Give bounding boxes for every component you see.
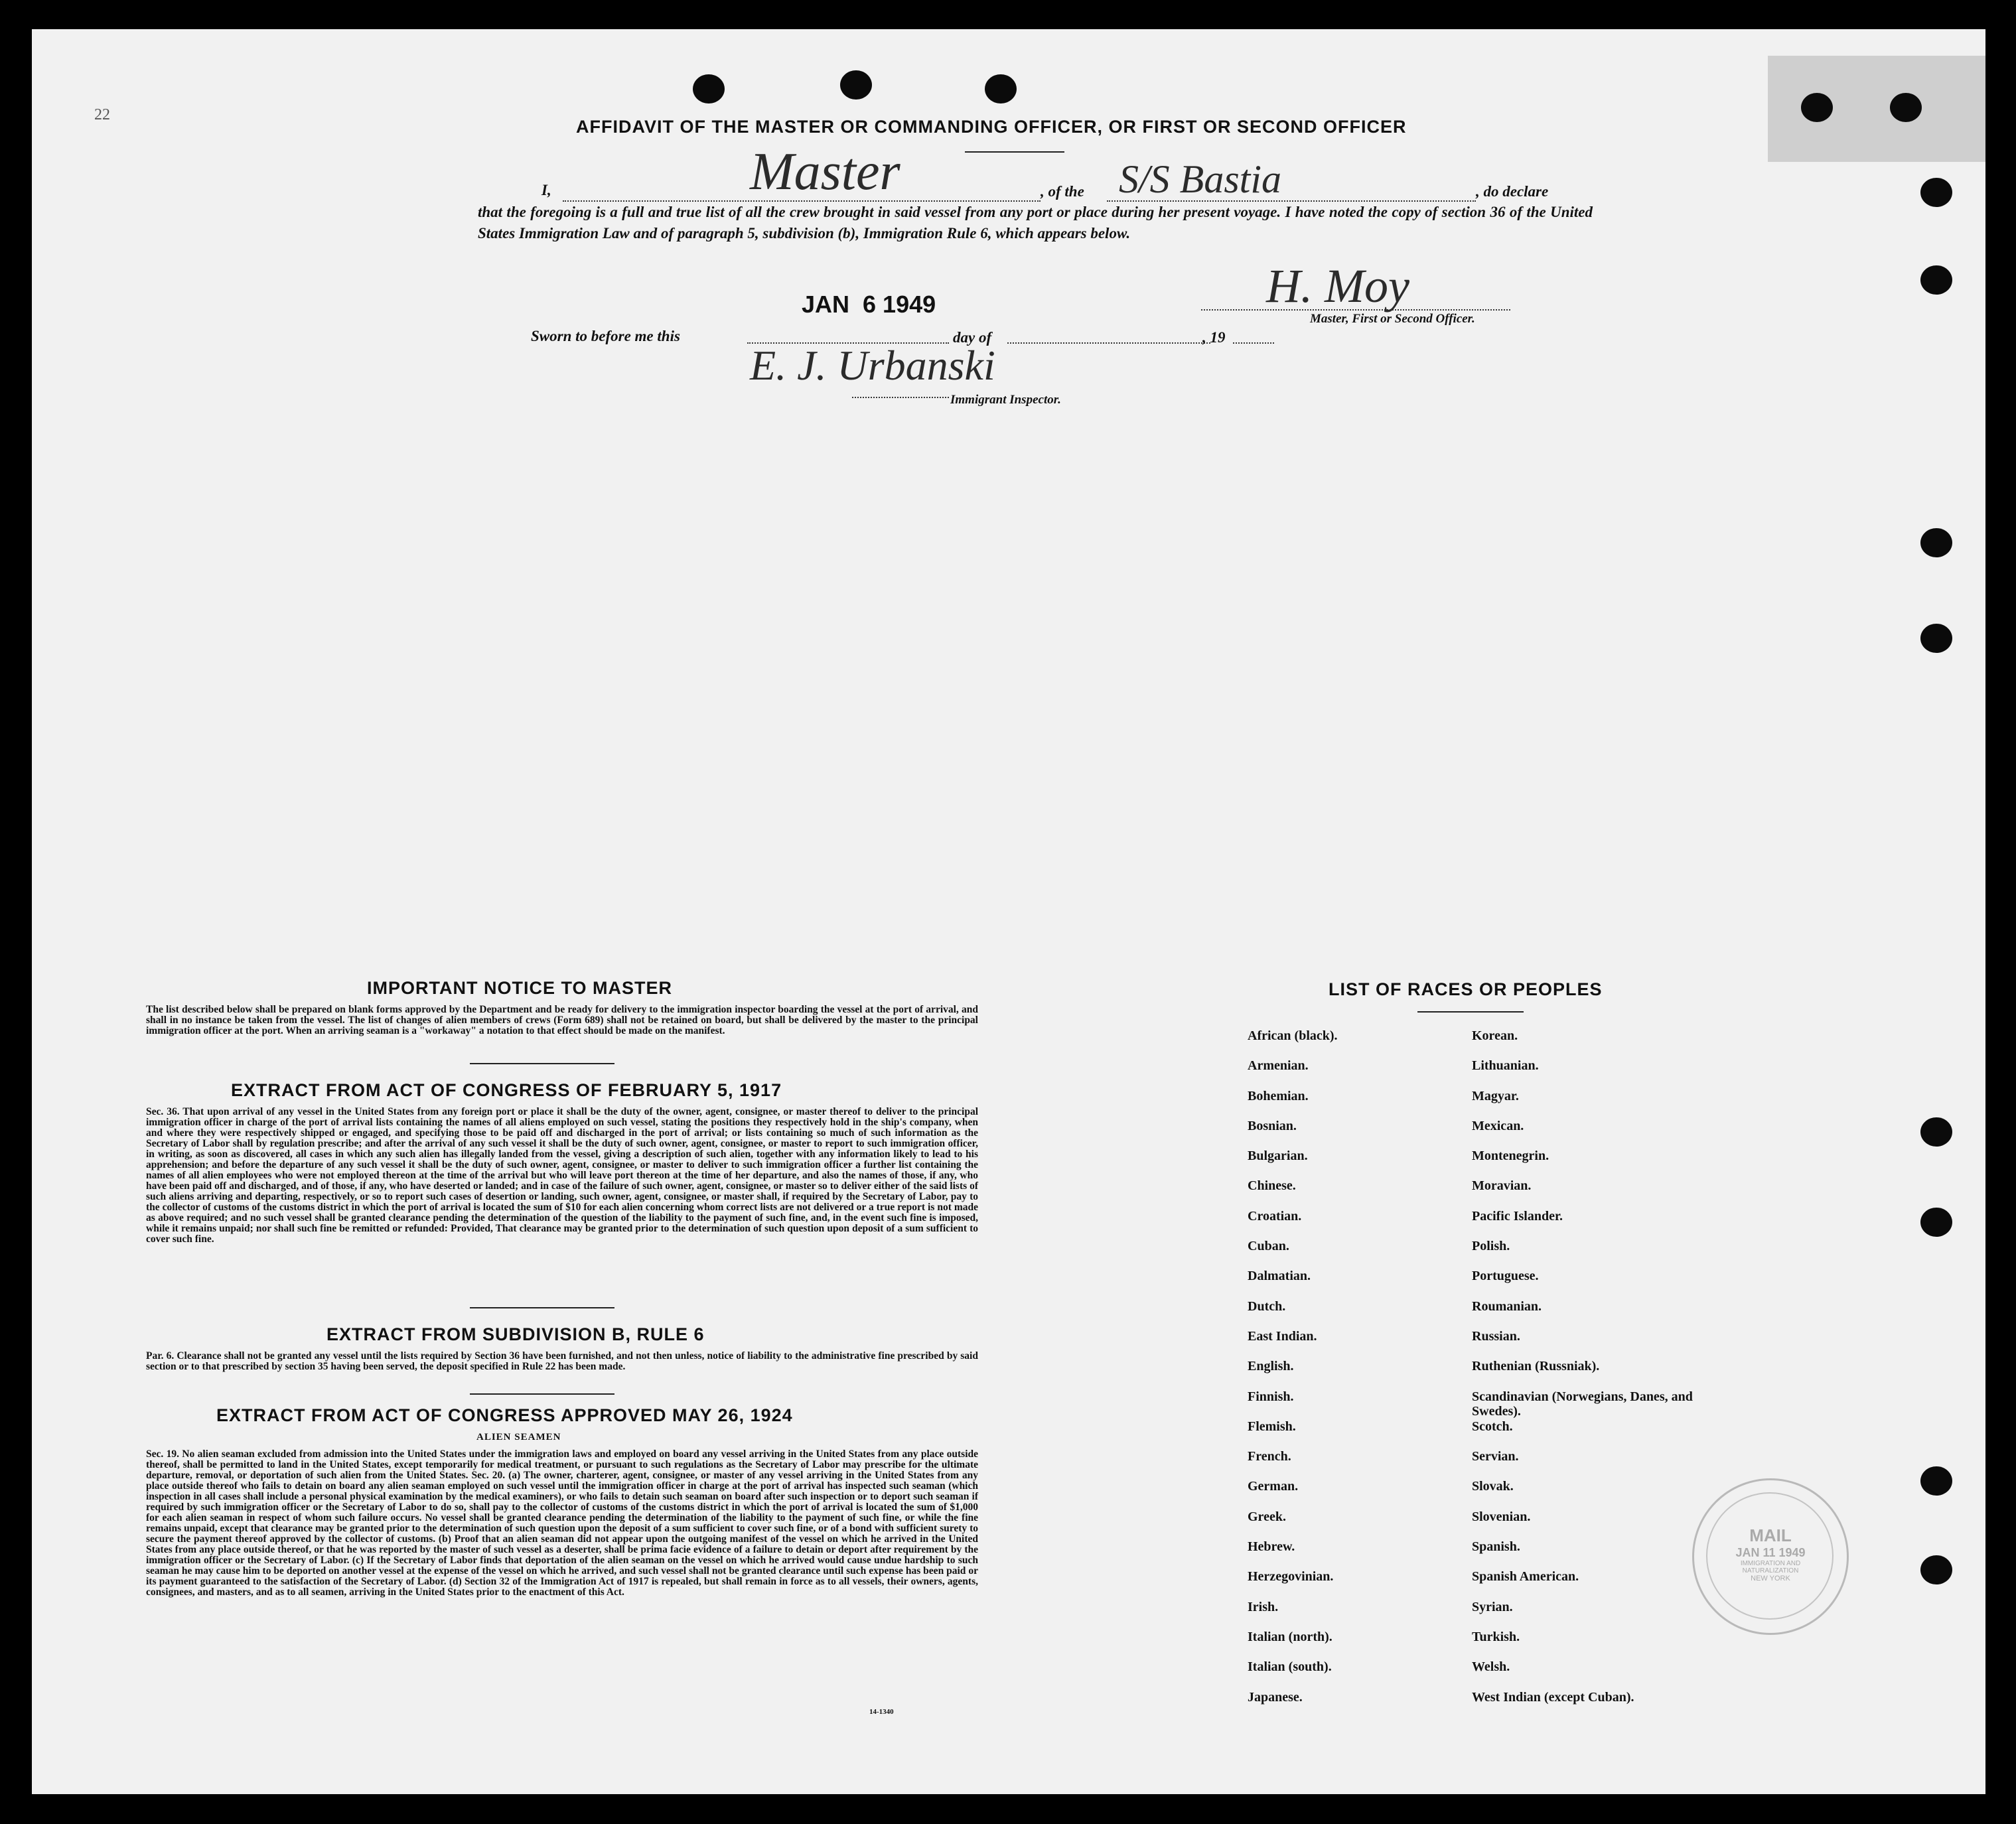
race-item: German. bbox=[1248, 1479, 1299, 1494]
race-item: Turkish. bbox=[1472, 1629, 1520, 1644]
section-rule bbox=[470, 1393, 614, 1395]
race-item: Mexican. bbox=[1472, 1118, 1524, 1133]
race-item: Pacific Islander. bbox=[1472, 1208, 1563, 1224]
year-prefix: , 19 bbox=[1202, 329, 1226, 346]
races-rule bbox=[1417, 1011, 1524, 1013]
race-item: African (black). bbox=[1248, 1028, 1338, 1043]
race-item: Servian. bbox=[1472, 1449, 1519, 1464]
punch-hole bbox=[1920, 1208, 1952, 1237]
month-line bbox=[1007, 333, 1210, 344]
punch-hole bbox=[1801, 93, 1833, 122]
inspector-signature: E. J. Urbanski bbox=[750, 342, 995, 389]
races-title: LIST OF RACES OR PEOPLES bbox=[1329, 979, 1603, 999]
punch-hole bbox=[1920, 528, 1952, 557]
race-item: Roumanian. bbox=[1472, 1298, 1542, 1314]
extract-1917-text: Sec. 36. That upon arrival of any vessel in the United States from any foreign port or place it shall be the duty of the owner, agent, consignee, or master thereof to deliver to the principal immigration officer in charge of the port of arrival lists containing the names of all aliens employed on such vessel, stating the positions they respectively hold in the ship's company, when and where they were respectively shipped or engaged, and specifying those to be paid off and discharged in the port of arrival; or lists containing so much of such information as the Secretary of Labor shall by regulation prescribe; and after the arrival of any such vessel it shall be the duty of such owner, agent, consignee, or master to report to such immigration officer, in writing, as soon as discovered, all cases in which any such alien has illegally landed from the vessel, giving a description of such alien, together with any information likely to lead to his apprehension; and before the departure of any such vessel it shall be the duty of such owner, agent, consignee, or master to deliver to such immigration officer a further list containing the names of all alien employees who were not employed thereon at the time of the arrival but who will leave port thereon at the time of her departure, and also the names of those, if any, who have been paid off and discharged, and of those, if any, who have deserted or landed; and in case of the failure of such owner, agent, consignee, or master so to deliver either of the said lists of such aliens arriving and departing, respectively, or so to report such cases of desertion or landing, such owner, agent, consignee, or master shall, if required by the Secretary of Labor, pay to the collector of customs of the customs district in which the port of arrival is located the sum of $10 for each alien concerning whom correct lists are not delivered or a true report is not made as above required; and no such vessel shall be granted clearance pending the determination of the question of the liability to the payment of such fine, and, in the event such fine is imposed, while it remains unpaid; nor shall such fine be remitted or refunded: Provided, That clearance may be granted prior to the determination of such question upon deposit of a sum sufficient to cover such fine. bbox=[146, 1106, 978, 1245]
section-rule bbox=[470, 1063, 614, 1064]
officer-caption: Master, First or Second Officer. bbox=[1310, 312, 1475, 326]
stamp-city: NEW YORK bbox=[1751, 1575, 1790, 1582]
intro-i: I, bbox=[541, 182, 551, 198]
race-item: Bohemian. bbox=[1248, 1088, 1309, 1103]
vessel-name-text: S/S Bastia bbox=[1119, 157, 1282, 201]
rule6-text: Par. 6. Clearance shall not be granted any vessel until the lists required by Section 36 have been furnished, and not then unless, notice of liability to the administrative fine prescribed by said section or to that prescribed by section 35 having been served, the deposit specified in Rule 22 has been made. bbox=[146, 1350, 978, 1372]
punch-hole bbox=[1920, 1466, 1952, 1496]
race-item: Portuguese. bbox=[1472, 1269, 1539, 1284]
alien-seamen-subtitle: ALIEN SEAMEN bbox=[476, 1432, 561, 1442]
document-page bbox=[32, 29, 1985, 1794]
affidavit-body: that the foregoing is a full and true list of all the crew brought in said vessel from any port or place during her present voyage. I have noted the copy of section 36 of the United States Immigration Law and of paragraph 5, subdivision (b), Immigration Rule 6, which appears below. bbox=[478, 204, 1593, 242]
race-item: Bosnian. bbox=[1248, 1118, 1297, 1133]
race-item: Greek. bbox=[1248, 1509, 1286, 1524]
notice-title: IMPORTANT NOTICE TO MASTER bbox=[367, 978, 672, 998]
punch-hole bbox=[693, 74, 725, 104]
master-signature-text: Master bbox=[750, 143, 900, 201]
punch-hole bbox=[1920, 1555, 1952, 1584]
notice-text: The list described below shall be prepared on blank forms approved by the Department and be ready for delivery to the immigration inspector boarding the vessel at the port of arrival, and shall in no instance be taken from the vessel. The list of changes of alien members of crews (Form 689) shall not be retained on board, but shall be delivered by the master to the principal immigration officer at the port. When an arriving seaman is a "workaway" a notation to that effect should be made on the manifest. bbox=[146, 1004, 978, 1036]
extract-1924-text: Sec. 19. No alien seaman excluded from admission into the United States under the immigration laws and employed on board any vessel arriving in the United States from any place outside thereof, shall be permitted to land in the United States, except temporarily for medical treatment, or pursuant to such regulations as the Secretary of Labor may prescribe for the ultimate departure, removal, or deportation of such alien from the United States. Sec. 20. (a) The owner, charterer, agent, consignee, or master of any vessel arriving in the United States from any place outside thereof who fails to detain on board any alien seaman employed on such vessel until the immigration officer in charge at the port of arrival has inspected such seaman (which inspection in all cases shall include a personal physical examination by the medical examiners), or who fails to detain such seaman on board after such inspection or to deport such seaman if required by such immigration officer or the Secretary of Labor to do so, shall pay to the collector of customs of the customs district in which the port of arrival is located the sum of $1,000 for each alien seaman in respect of whom such failure occurs. No vessel shall be granted clearance pending the determination of the liability to the payment of such fine, or while the fine remains unpaid, except that clearance may be granted prior to the determination of such question upon the deposit of a sum sufficient to cover such fine, or of a bond with sufficient surety to secure the payment thereof approved by the collector of customs. (b) Proof that an alien seaman did not appear upon the outgoing manifest of the vessel on which he arrived in the United States from any place outside thereof, or that he was reported by the master of such vessel as a deserter, shall be prima facie evidence of a failure to detain or deport after requirement by the immigration officer or the Secretary of Labor. (c) If the Secretary of Labor finds that deportation of the alien seaman on the vessel on which he arrived would cause undue hardship to such seaman he may cause him to be deported on another vessel at the expense of the vessel on which he arrived, and such vessel shall not be granted clearance until such expense has been paid or its payment guaranteed to the satisfaction of the Secretary of Labor. (d) Section 32 of the Immigration Act of 1917 is repealed, but shall remain in force as to all vessels, their owners, agents, consignees, and masters, and as to all seamen, arriving in the United States prior to the enactment of this Act. bbox=[146, 1448, 978, 1598]
form-number: 14-1340 bbox=[869, 1708, 894, 1716]
sworn-text: Sworn to before me this bbox=[531, 328, 680, 344]
stamp-mail: MAIL bbox=[1749, 1525, 1792, 1545]
race-item: Russian. bbox=[1472, 1328, 1520, 1344]
punch-hole bbox=[840, 70, 872, 100]
section-rule bbox=[470, 1307, 614, 1308]
stamp-agency: IMMIGRATION AND NATURALIZATION bbox=[1740, 1560, 1801, 1575]
race-item: Italian (north). bbox=[1248, 1629, 1332, 1644]
race-item: Croatian. bbox=[1248, 1208, 1302, 1224]
races-right-column bbox=[1472, 1028, 1697, 1720]
title-rule bbox=[965, 151, 1064, 153]
punch-hole bbox=[1890, 93, 1922, 122]
race-item: English. bbox=[1248, 1359, 1294, 1374]
race-item: Italian (south). bbox=[1248, 1659, 1332, 1675]
punch-hole bbox=[1920, 624, 1952, 653]
of-the-text: , of the bbox=[1041, 183, 1084, 200]
rule6-title: EXTRACT FROM SUBDIVISION B, RULE 6 bbox=[326, 1324, 705, 1344]
race-item: Armenian. bbox=[1248, 1058, 1309, 1074]
race-item: Scotch. bbox=[1472, 1419, 1513, 1434]
extract-1917-title: EXTRACT FROM ACT OF CONGRESS OF FEBRUARY 5, 1917 bbox=[231, 1080, 782, 1100]
race-item: Slovenian. bbox=[1472, 1509, 1531, 1524]
race-item: Japanese. bbox=[1248, 1689, 1303, 1705]
race-item: Magyar. bbox=[1472, 1088, 1519, 1103]
punch-hole bbox=[985, 74, 1017, 104]
officer-signature: H. Moy bbox=[1266, 259, 1409, 313]
race-item: Dutch. bbox=[1248, 1298, 1286, 1314]
stamp-date: JAN 11 1949 bbox=[1735, 1546, 1806, 1559]
race-item: French. bbox=[1248, 1449, 1291, 1464]
stamped-date: JAN 6 1949 bbox=[802, 291, 936, 318]
day-of-text: day of bbox=[953, 329, 992, 346]
race-item: Flemish. bbox=[1248, 1419, 1296, 1434]
race-item: Irish. bbox=[1248, 1599, 1279, 1614]
do-declare-text: , do declare bbox=[1476, 183, 1549, 200]
punch-hole bbox=[1920, 1117, 1952, 1147]
race-item: Moravian. bbox=[1472, 1178, 1532, 1194]
mail-stamp bbox=[1692, 1478, 1849, 1635]
race-item: Lithuanian. bbox=[1472, 1058, 1539, 1074]
race-item: Spanish. bbox=[1472, 1539, 1520, 1555]
race-item: Finnish. bbox=[1248, 1389, 1294, 1404]
race-item: Polish. bbox=[1472, 1239, 1510, 1254]
punch-hole bbox=[1920, 265, 1952, 295]
inspector-line bbox=[852, 387, 949, 398]
race-item: Chinese. bbox=[1248, 1178, 1296, 1194]
punch-hole bbox=[1920, 178, 1952, 207]
race-item: Cuban. bbox=[1248, 1239, 1289, 1254]
race-item: Syrian. bbox=[1472, 1599, 1513, 1614]
race-item: Montenegrin. bbox=[1472, 1149, 1549, 1164]
race-item: Herzegovinian. bbox=[1248, 1569, 1334, 1584]
year-line bbox=[1233, 333, 1274, 344]
race-item: West Indian (except Cuban). bbox=[1472, 1689, 1634, 1705]
race-item: East Indian. bbox=[1248, 1328, 1317, 1344]
extract-1924-title: EXTRACT FROM ACT OF CONGRESS APPROVED MAY 26, 1924 bbox=[216, 1405, 793, 1425]
inspector-caption: Immigrant Inspector. bbox=[950, 393, 1061, 407]
race-item: Spanish American. bbox=[1472, 1569, 1579, 1584]
race-item: Korean. bbox=[1472, 1028, 1518, 1043]
affidavit-title: AFFIDAVIT OF THE MASTER OR COMMANDING OFFICER, OR FIRST OR SECOND OFFICER bbox=[576, 117, 1407, 137]
page-label: 22 bbox=[94, 106, 110, 123]
race-item: Dalmatian. bbox=[1248, 1269, 1311, 1284]
race-item: Hebrew. bbox=[1248, 1539, 1295, 1555]
race-item: Welsh. bbox=[1472, 1659, 1510, 1675]
races-left-column bbox=[1248, 1028, 1467, 1720]
race-item: Bulgarian. bbox=[1248, 1149, 1308, 1164]
race-item: Scandinavian (Norwegians, Danes, and Swedes). bbox=[1472, 1389, 1693, 1419]
race-item: Slovak. bbox=[1472, 1479, 1514, 1494]
race-item: Ruthenian (Russniak). bbox=[1472, 1359, 1600, 1374]
